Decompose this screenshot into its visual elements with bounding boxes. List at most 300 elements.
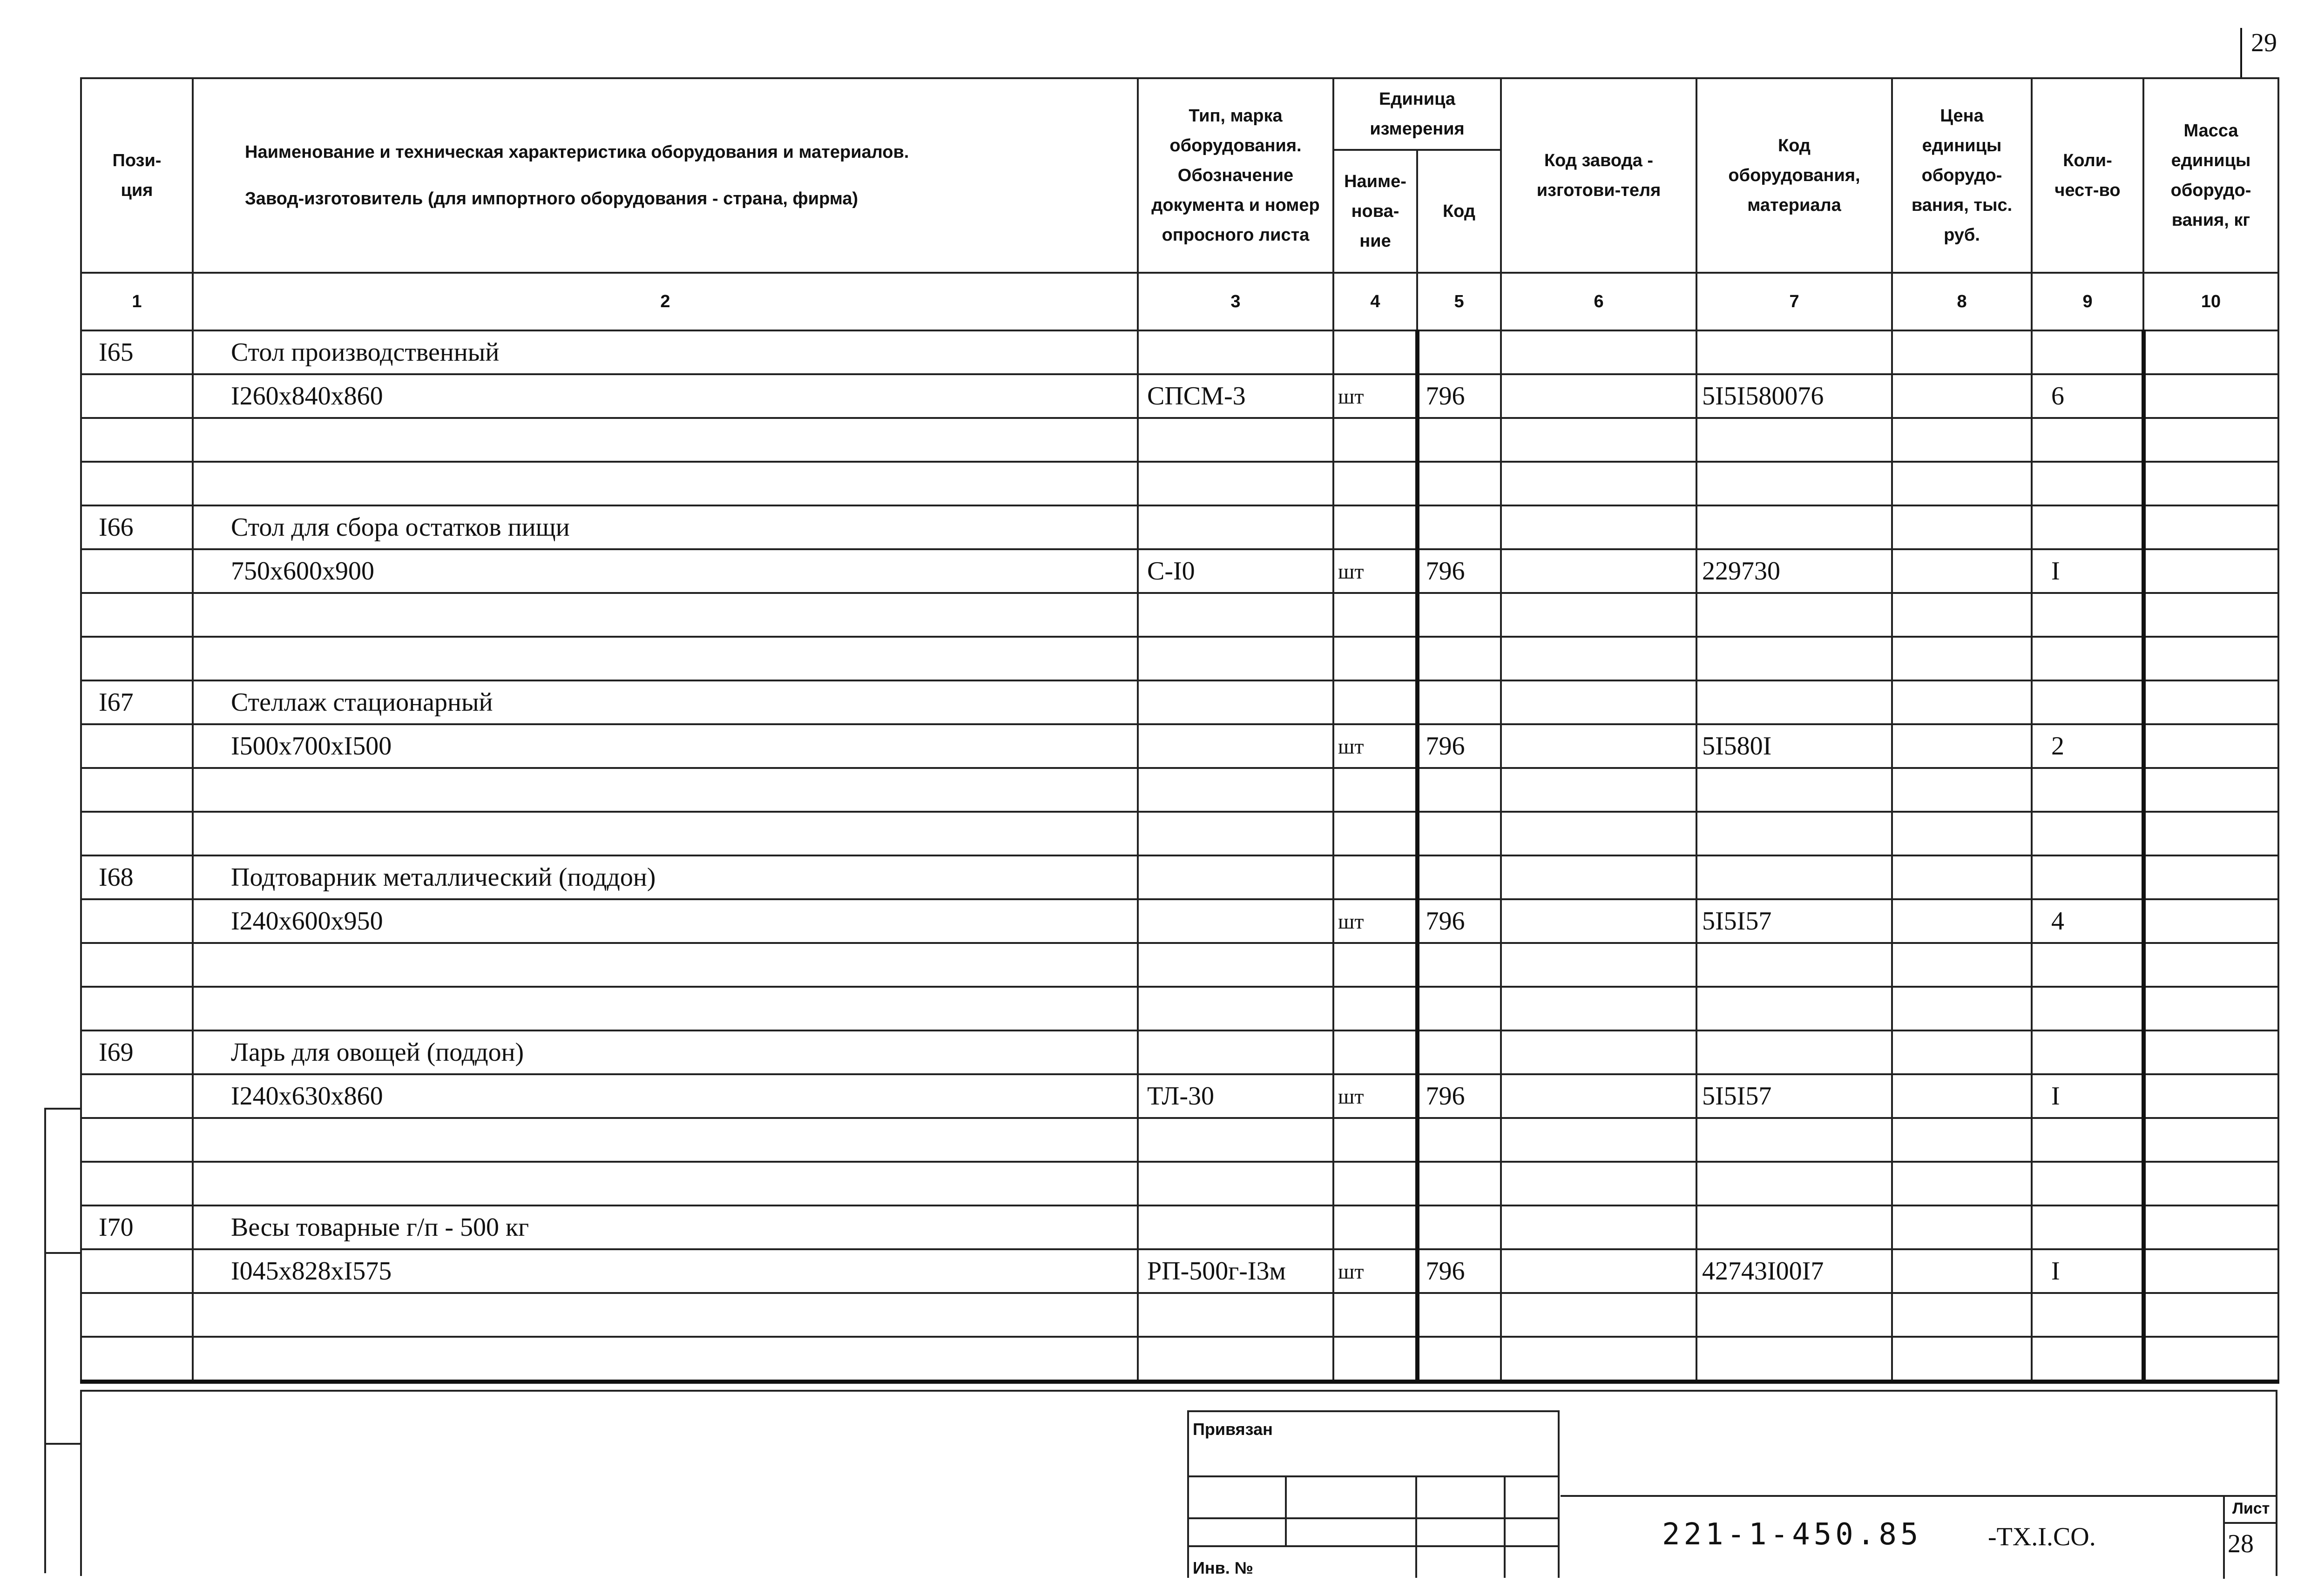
factory-code-cell bbox=[1501, 943, 1696, 987]
colnum: 1 bbox=[81, 273, 193, 330]
position-cell bbox=[81, 943, 193, 987]
table-row bbox=[81, 768, 2278, 812]
equipment-code-cell bbox=[1696, 943, 1892, 987]
unit-code-cell bbox=[1417, 505, 1501, 549]
binding-stamp bbox=[1187, 1410, 1560, 1578]
header-price: Цена единицы оборудо-вания, тыс. руб. bbox=[1892, 78, 2032, 273]
unit-cell bbox=[1333, 943, 1417, 987]
price-cell bbox=[1892, 1205, 2032, 1249]
unit-code-cell bbox=[1417, 768, 1501, 812]
unit-code-cell: 796 bbox=[1417, 1074, 1501, 1118]
equipment-code-cell bbox=[1696, 505, 1892, 549]
header-position: Пози- ция bbox=[81, 78, 193, 273]
equipment-code-cell bbox=[1696, 1293, 1892, 1337]
header-name-line2: Завод-изготовитель (для импортного оборудования - страна, фирма) bbox=[245, 189, 858, 209]
factory-code-cell bbox=[1501, 593, 1696, 637]
position-cell bbox=[81, 899, 193, 943]
sheet-number: 28 bbox=[2228, 1529, 2254, 1558]
colnum: 4 bbox=[1333, 273, 1417, 330]
type-cell bbox=[1138, 768, 1333, 812]
position-cell bbox=[81, 1118, 193, 1162]
unit-cell bbox=[1333, 418, 1417, 462]
table-row bbox=[81, 1074, 2278, 1118]
unit-cell bbox=[1333, 855, 1417, 899]
stamp-line bbox=[1187, 1410, 1560, 1412]
equipment-code-cell bbox=[1696, 637, 1892, 680]
mass-cell bbox=[2143, 374, 2278, 418]
unit-cell bbox=[1333, 1205, 1417, 1249]
mass-cell bbox=[2143, 330, 2278, 374]
binding-strip bbox=[44, 1252, 81, 1254]
name-cell: Стол производственный bbox=[193, 330, 1138, 374]
type-cell bbox=[1138, 1293, 1333, 1337]
equipment-code-cell: 42743I00I7 bbox=[1696, 1249, 1892, 1293]
price-cell bbox=[1892, 593, 2032, 637]
bound-label: Привязан bbox=[1193, 1420, 1273, 1439]
equipment-code-cell bbox=[1696, 1337, 1892, 1382]
unit-code-cell: 796 bbox=[1417, 899, 1501, 943]
header-quantity: Коли-чест-во bbox=[2032, 78, 2143, 273]
inventory-label: Инв. № bbox=[1193, 1558, 1253, 1577]
equipment-code-cell bbox=[1696, 593, 1892, 637]
mass-cell bbox=[2143, 724, 2278, 768]
name-cell bbox=[193, 812, 1138, 855]
price-cell bbox=[1892, 855, 2032, 899]
unit-code-cell: 796 bbox=[1417, 374, 1501, 418]
position-cell bbox=[81, 462, 193, 505]
price-cell bbox=[1892, 549, 2032, 593]
name-cell bbox=[193, 768, 1138, 812]
unit-cell bbox=[1333, 1162, 1417, 1205]
position-cell: I67 bbox=[81, 680, 193, 724]
position-cell bbox=[81, 724, 193, 768]
equipment-code-cell bbox=[1696, 1205, 1892, 1249]
type-cell bbox=[1138, 505, 1333, 549]
quantity-cell bbox=[2032, 330, 2143, 374]
name-cell: Стол для сбора остатков пищи bbox=[193, 505, 1138, 549]
sheet-label: Лист bbox=[2232, 1500, 2270, 1517]
unit-cell bbox=[1333, 462, 1417, 505]
factory-code-cell bbox=[1501, 1337, 1696, 1382]
unit-code-cell bbox=[1417, 1030, 1501, 1074]
table-row bbox=[81, 637, 2278, 680]
quantity-cell bbox=[2032, 505, 2143, 549]
mass-cell bbox=[2143, 462, 2278, 505]
unit-code-cell bbox=[1417, 418, 1501, 462]
quantity-cell: I bbox=[2032, 1249, 2143, 1293]
mass-cell bbox=[2143, 1030, 2278, 1074]
unit-code-cell bbox=[1417, 1162, 1501, 1205]
quantity-cell: I bbox=[2032, 1074, 2143, 1118]
unit-code-cell bbox=[1417, 593, 1501, 637]
binding-strip bbox=[44, 1108, 46, 1573]
unit-code-cell bbox=[1417, 1337, 1501, 1382]
name-cell: I500x700xI500 bbox=[193, 724, 1138, 768]
quantity-cell: 6 bbox=[2032, 374, 2143, 418]
binding-strip bbox=[44, 1443, 81, 1445]
unit-cell: шт bbox=[1333, 374, 1417, 418]
factory-code-cell bbox=[1501, 1249, 1696, 1293]
table-row bbox=[81, 1162, 2278, 1205]
stamp-line bbox=[1504, 1475, 1506, 1578]
type-cell bbox=[1138, 593, 1333, 637]
position-cell bbox=[81, 1249, 193, 1293]
unit-code-cell bbox=[1417, 680, 1501, 724]
unit-code-cell bbox=[1417, 330, 1501, 374]
equipment-code-cell: 5I5I57 bbox=[1696, 899, 1892, 943]
table-row bbox=[81, 330, 2278, 374]
name-cell: I260x840x860 bbox=[193, 374, 1138, 418]
price-cell bbox=[1892, 330, 2032, 374]
header-name bbox=[193, 78, 1138, 273]
type-cell bbox=[1138, 680, 1333, 724]
quantity-cell bbox=[2032, 1337, 2143, 1382]
name-cell bbox=[193, 637, 1138, 680]
factory-code-cell bbox=[1501, 330, 1696, 374]
header-unit: Единица измерения bbox=[1333, 78, 1501, 150]
name-cell bbox=[193, 462, 1138, 505]
price-cell bbox=[1892, 505, 2032, 549]
factory-code-cell bbox=[1501, 855, 1696, 899]
quantity-cell: 4 bbox=[2032, 899, 2143, 943]
quantity-cell bbox=[2032, 768, 2143, 812]
type-cell bbox=[1138, 330, 1333, 374]
factory-code-cell bbox=[1501, 505, 1696, 549]
equipment-code-cell bbox=[1696, 812, 1892, 855]
header-unit-code: Код bbox=[1417, 150, 1501, 273]
name-cell bbox=[193, 593, 1138, 637]
header-name-line1: Наименование и техническая характеристика оборудования и материалов. bbox=[245, 142, 909, 162]
price-cell bbox=[1892, 987, 2032, 1030]
unit-code-cell bbox=[1417, 637, 1501, 680]
equipment-code-cell bbox=[1696, 330, 1892, 374]
type-cell bbox=[1138, 418, 1333, 462]
unit-code-cell: 796 bbox=[1417, 724, 1501, 768]
name-cell: I240x600x950 bbox=[193, 899, 1138, 943]
mass-cell bbox=[2143, 855, 2278, 899]
header-type: Тип, марка оборудования. Обозначение документа и номер опросного листа bbox=[1138, 78, 1333, 273]
table-row bbox=[81, 505, 2278, 549]
unit-code-cell bbox=[1417, 1293, 1501, 1337]
price-cell bbox=[1892, 1074, 2032, 1118]
quantity-cell bbox=[2032, 680, 2143, 724]
price-cell bbox=[1892, 1162, 2032, 1205]
colnum: 10 bbox=[2143, 273, 2278, 330]
mass-cell bbox=[2143, 505, 2278, 549]
factory-code-cell bbox=[1501, 1118, 1696, 1162]
stamp-line bbox=[1415, 1475, 1417, 1578]
position-cell bbox=[81, 549, 193, 593]
binding-strip bbox=[44, 1108, 81, 1110]
colnum: 6 bbox=[1501, 273, 1696, 330]
unit-code-cell bbox=[1417, 987, 1501, 1030]
frame-line bbox=[80, 1390, 82, 1576]
type-cell bbox=[1138, 1162, 1333, 1205]
name-cell bbox=[193, 987, 1138, 1030]
position-cell: I69 bbox=[81, 1030, 193, 1074]
colnum: 2 bbox=[193, 273, 1138, 330]
type-cell bbox=[1138, 1337, 1333, 1382]
colnum: 3 bbox=[1138, 273, 1333, 330]
table-row bbox=[81, 1118, 2278, 1162]
unit-code-cell bbox=[1417, 1205, 1501, 1249]
column-number-row bbox=[81, 273, 2278, 330]
name-cell bbox=[193, 1337, 1138, 1382]
factory-code-cell bbox=[1501, 1205, 1696, 1249]
unit-code-cell bbox=[1417, 855, 1501, 899]
mass-cell bbox=[2143, 680, 2278, 724]
header-factory-code: Код завода - изготови-теля bbox=[1501, 78, 1696, 273]
type-cell bbox=[1138, 724, 1333, 768]
table-row bbox=[81, 1030, 2278, 1074]
unit-cell: шт bbox=[1333, 724, 1417, 768]
name-cell: Подтоварник металлический (поддон) bbox=[193, 855, 1138, 899]
mass-cell bbox=[2143, 943, 2278, 987]
table-row bbox=[81, 1205, 2278, 1249]
specification-table bbox=[80, 77, 2279, 1384]
document-code: 221-1-450.85 bbox=[1662, 1517, 1922, 1552]
position-cell bbox=[81, 593, 193, 637]
quantity-cell: I bbox=[2032, 549, 2143, 593]
position-cell bbox=[81, 987, 193, 1030]
unit-cell: шт bbox=[1333, 549, 1417, 593]
equipment-code-cell: 5I5I580076 bbox=[1696, 374, 1892, 418]
table-row bbox=[81, 1249, 2278, 1293]
unit-code-cell bbox=[1417, 1118, 1501, 1162]
quantity-cell bbox=[2032, 812, 2143, 855]
type-cell bbox=[1138, 1205, 1333, 1249]
mass-cell bbox=[2143, 1205, 2278, 1249]
colnum: 7 bbox=[1696, 273, 1892, 330]
position-cell bbox=[81, 812, 193, 855]
price-cell bbox=[1892, 943, 2032, 987]
quantity-cell bbox=[2032, 1205, 2143, 1249]
factory-code-cell bbox=[1501, 462, 1696, 505]
equipment-code-cell bbox=[1696, 1162, 1892, 1205]
factory-code-cell bbox=[1501, 768, 1696, 812]
quantity-cell bbox=[2032, 1162, 2143, 1205]
mass-cell bbox=[2143, 593, 2278, 637]
position-cell bbox=[81, 768, 193, 812]
header-unit-name: Наиме-нова-ние bbox=[1333, 150, 1417, 273]
name-cell bbox=[193, 1118, 1138, 1162]
type-cell: РП-500г-I3м bbox=[1138, 1249, 1333, 1293]
type-cell bbox=[1138, 987, 1333, 1030]
position-cell bbox=[81, 418, 193, 462]
unit-cell: шт bbox=[1333, 1074, 1417, 1118]
equipment-code-cell bbox=[1696, 418, 1892, 462]
type-cell bbox=[1138, 462, 1333, 505]
price-cell bbox=[1892, 899, 2032, 943]
factory-code-cell bbox=[1501, 374, 1696, 418]
table-row bbox=[81, 462, 2278, 505]
factory-code-cell bbox=[1501, 1293, 1696, 1337]
factory-code-cell bbox=[1501, 1074, 1696, 1118]
stamp-line bbox=[1285, 1475, 1287, 1545]
equipment-code-cell: 5I580I bbox=[1696, 724, 1892, 768]
price-cell bbox=[1892, 680, 2032, 724]
type-cell bbox=[1138, 1118, 1333, 1162]
price-cell bbox=[1892, 1118, 2032, 1162]
title-block-line bbox=[1561, 1495, 2276, 1497]
type-cell bbox=[1138, 943, 1333, 987]
page-number-divider bbox=[2240, 28, 2242, 79]
unit-code-cell: 796 bbox=[1417, 1249, 1501, 1293]
document-suffix: -ТХ.I.СО. bbox=[1988, 1522, 2096, 1551]
sheet-box bbox=[2223, 1522, 2276, 1524]
type-cell: ТЛ-30 bbox=[1138, 1074, 1333, 1118]
price-cell bbox=[1892, 812, 2032, 855]
table-row bbox=[81, 855, 2278, 899]
sheet-box bbox=[2223, 1495, 2225, 1579]
price-cell bbox=[1892, 418, 2032, 462]
table-row bbox=[81, 943, 2278, 987]
table-row bbox=[81, 593, 2278, 637]
position-cell: I70 bbox=[81, 1205, 193, 1249]
table-row bbox=[81, 987, 2278, 1030]
table-row bbox=[81, 724, 2278, 768]
quantity-cell bbox=[2032, 943, 2143, 987]
equipment-code-cell: 5I5I57 bbox=[1696, 1074, 1892, 1118]
name-cell: I240x630x860 bbox=[193, 1074, 1138, 1118]
quantity-cell bbox=[2032, 987, 2143, 1030]
unit-cell bbox=[1333, 330, 1417, 374]
factory-code-cell bbox=[1501, 724, 1696, 768]
table-row bbox=[81, 899, 2278, 943]
name-cell bbox=[193, 1162, 1138, 1205]
price-cell bbox=[1892, 1249, 2032, 1293]
mass-cell bbox=[2143, 1118, 2278, 1162]
factory-code-cell bbox=[1501, 812, 1696, 855]
name-cell: Стеллаж стационарный bbox=[193, 680, 1138, 724]
quantity-cell bbox=[2032, 1118, 2143, 1162]
header-mass: Масса единицы оборудо-вания, кг bbox=[2143, 78, 2278, 273]
name-cell: 750x600x900 bbox=[193, 549, 1138, 593]
position-cell bbox=[81, 1337, 193, 1382]
price-cell bbox=[1892, 1337, 2032, 1382]
price-cell bbox=[1892, 1030, 2032, 1074]
mass-cell bbox=[2143, 899, 2278, 943]
mass-cell bbox=[2143, 768, 2278, 812]
type-cell bbox=[1138, 637, 1333, 680]
position-cell bbox=[81, 1162, 193, 1205]
unit-cell bbox=[1333, 1118, 1417, 1162]
quantity-cell bbox=[2032, 855, 2143, 899]
position-cell: I68 bbox=[81, 855, 193, 899]
factory-code-cell bbox=[1501, 899, 1696, 943]
header-equipment-code: Код оборудования, материала bbox=[1696, 78, 1892, 273]
quantity-cell bbox=[2032, 418, 2143, 462]
unit-cell: шт bbox=[1333, 899, 1417, 943]
table-row bbox=[81, 549, 2278, 593]
unit-cell bbox=[1333, 1337, 1417, 1382]
unit-cell bbox=[1333, 768, 1417, 812]
mass-cell bbox=[2143, 1293, 2278, 1337]
table-row bbox=[81, 680, 2278, 724]
table-row bbox=[81, 1337, 2278, 1382]
type-cell: СПСМ-3 bbox=[1138, 374, 1333, 418]
factory-code-cell bbox=[1501, 418, 1696, 462]
table-row bbox=[81, 418, 2278, 462]
position-cell bbox=[81, 637, 193, 680]
price-cell bbox=[1892, 462, 2032, 505]
position-cell: I66 bbox=[81, 505, 193, 549]
table-row bbox=[81, 374, 2278, 418]
price-cell bbox=[1892, 637, 2032, 680]
name-cell bbox=[193, 418, 1138, 462]
position-cell bbox=[81, 374, 193, 418]
unit-cell bbox=[1333, 593, 1417, 637]
equipment-code-cell bbox=[1696, 768, 1892, 812]
quantity-cell bbox=[2032, 637, 2143, 680]
position-cell: I65 bbox=[81, 330, 193, 374]
factory-code-cell bbox=[1501, 987, 1696, 1030]
mass-cell bbox=[2143, 1074, 2278, 1118]
equipment-code-cell bbox=[1696, 1118, 1892, 1162]
stamp-line bbox=[1187, 1410, 1189, 1578]
equipment-code-cell bbox=[1696, 680, 1892, 724]
unit-cell bbox=[1333, 505, 1417, 549]
quantity-cell: 2 bbox=[2032, 724, 2143, 768]
equipment-code-cell: 229730 bbox=[1696, 549, 1892, 593]
page-number: 29 bbox=[2251, 28, 2277, 57]
type-cell: С-I0 bbox=[1138, 549, 1333, 593]
type-cell bbox=[1138, 855, 1333, 899]
mass-cell bbox=[2143, 812, 2278, 855]
mass-cell bbox=[2143, 1162, 2278, 1205]
factory-code-cell bbox=[1501, 549, 1696, 593]
name-cell: Ларь для овощей (поддон) bbox=[193, 1030, 1138, 1074]
unit-code-cell bbox=[1417, 943, 1501, 987]
type-cell bbox=[1138, 899, 1333, 943]
stamp-line bbox=[1558, 1410, 1560, 1578]
colnum: 9 bbox=[2032, 273, 2143, 330]
equipment-code-cell bbox=[1696, 1030, 1892, 1074]
colnum: 5 bbox=[1417, 273, 1501, 330]
name-cell: I045x828xI575 bbox=[193, 1249, 1138, 1293]
position-cell bbox=[81, 1293, 193, 1337]
unit-cell bbox=[1333, 812, 1417, 855]
factory-code-cell bbox=[1501, 1030, 1696, 1074]
name-cell bbox=[193, 1293, 1138, 1337]
name-cell: Весы товарные г/п - 500 кг bbox=[193, 1205, 1138, 1249]
unit-cell bbox=[1333, 1293, 1417, 1337]
type-cell bbox=[1138, 1030, 1333, 1074]
unit-code-cell bbox=[1417, 812, 1501, 855]
frame-line bbox=[2276, 1390, 2277, 1576]
quantity-cell bbox=[2032, 593, 2143, 637]
unit-code-cell bbox=[1417, 462, 1501, 505]
mass-cell bbox=[2143, 418, 2278, 462]
equipment-code-cell bbox=[1696, 462, 1892, 505]
price-cell bbox=[1892, 724, 2032, 768]
table-row bbox=[81, 1293, 2278, 1337]
position-cell bbox=[81, 1074, 193, 1118]
unit-cell: шт bbox=[1333, 1249, 1417, 1293]
factory-code-cell bbox=[1501, 680, 1696, 724]
factory-code-cell bbox=[1501, 637, 1696, 680]
unit-cell bbox=[1333, 637, 1417, 680]
mass-cell bbox=[2143, 987, 2278, 1030]
quantity-cell bbox=[2032, 1293, 2143, 1337]
unit-cell bbox=[1333, 680, 1417, 724]
unit-cell bbox=[1333, 1030, 1417, 1074]
type-cell bbox=[1138, 812, 1333, 855]
name-cell bbox=[193, 943, 1138, 987]
frame-line bbox=[80, 1390, 2277, 1392]
mass-cell bbox=[2143, 1337, 2278, 1382]
equipment-code-cell bbox=[1696, 855, 1892, 899]
